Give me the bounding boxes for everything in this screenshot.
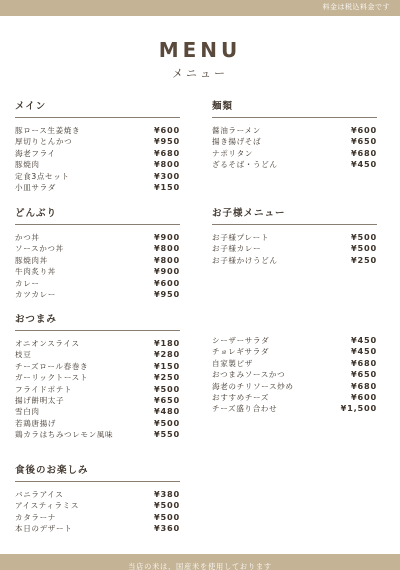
section-otsumami	[15, 311, 180, 441]
section-heading: お子様メニュー	[212, 205, 377, 225]
item-price: ¥680	[351, 147, 377, 158]
item-price: ¥680	[154, 147, 180, 158]
item-name: 豚焼肉丼	[15, 255, 48, 265]
item-price: ¥180	[154, 338, 180, 348]
item-name: 豚焼肉	[15, 160, 40, 170]
item-price: ¥650	[351, 369, 377, 380]
item-price: ¥150	[154, 182, 180, 193]
item-list	[15, 338, 180, 441]
item-name: チーズロール春巻き	[15, 361, 89, 371]
menu-item	[212, 125, 377, 136]
item-name: カタラーナ	[15, 512, 56, 522]
page-title: MENU	[158, 38, 242, 62]
item-price: ¥600	[154, 277, 180, 288]
item-name: 海老のチリソース炒め	[212, 381, 294, 391]
menu-item	[15, 338, 180, 349]
menu-item	[212, 369, 377, 380]
item-name: フライドポテト	[15, 384, 73, 394]
tax-note: 料金は税込料金です	[322, 3, 390, 11]
menu-item	[15, 255, 180, 266]
item-name: 小皿サラダ	[15, 183, 56, 193]
item-name: 揚げ餅明太子	[15, 396, 65, 406]
menu-item	[15, 500, 180, 511]
menu-item	[15, 512, 180, 523]
item-name: カレー	[15, 278, 40, 288]
section-heading: おつまみ	[15, 311, 180, 331]
section-donburi	[15, 205, 180, 300]
menu-item	[212, 381, 377, 392]
section-noodles	[212, 98, 377, 171]
item-name: カツカレー	[15, 290, 56, 300]
item-name: チーズ盛り合わせ	[212, 404, 278, 414]
menu-item	[15, 523, 180, 534]
item-price: ¥800	[154, 243, 180, 254]
item-name: ざるそば・うどん	[212, 160, 278, 170]
item-name: かつ丼	[15, 233, 40, 242]
item-price: ¥900	[154, 232, 180, 242]
menu-item	[15, 182, 180, 193]
item-price: ¥250	[154, 372, 180, 383]
item-price: ¥500	[154, 500, 180, 511]
item-list	[212, 125, 377, 171]
item-name: アイスティラミス	[15, 501, 80, 511]
item-price: ¥280	[154, 349, 180, 360]
item-name: 若鶏唐揚げ	[15, 418, 56, 428]
item-price: ¥950	[154, 136, 180, 147]
menu-item	[15, 429, 180, 440]
section-kids	[212, 205, 377, 266]
menu-item	[15, 266, 180, 277]
item-name: 海老フライ	[15, 148, 56, 158]
item-name: おすすめチーズ	[212, 393, 270, 403]
menu-item	[212, 335, 377, 346]
item-name: 雪白肉	[15, 407, 40, 417]
item-price: ¥500	[351, 232, 377, 242]
item-price: ¥600	[154, 125, 180, 135]
menu-item	[15, 278, 180, 289]
item-name: お子様かけうどん	[212, 255, 278, 265]
menu-item	[15, 289, 180, 300]
menu-item	[15, 136, 180, 147]
item-price: ¥600	[351, 125, 377, 135]
item-name: 本日のデザート	[15, 524, 73, 534]
item-name: 牛肉炙り丼	[15, 267, 56, 277]
item-price: ¥150	[154, 360, 180, 371]
menu-item	[15, 418, 180, 429]
item-list	[212, 232, 377, 266]
item-name: 醤油ラーメン	[212, 126, 261, 135]
item-price: ¥650	[154, 395, 180, 406]
item-name: 豚ロース生姜焼き	[15, 126, 81, 135]
item-price: ¥500	[154, 417, 180, 428]
item-name: お子様プレート	[212, 233, 270, 242]
section-heading: メイン	[15, 98, 180, 118]
item-price: ¥680	[351, 357, 377, 368]
page-subtitle: メニュー	[172, 67, 228, 80]
item-name: 枝豆	[15, 350, 32, 360]
item-name: ソースかつ丼	[15, 244, 64, 254]
item-price: ¥360	[154, 523, 180, 534]
menu-item	[212, 243, 377, 254]
item-list	[15, 125, 180, 193]
item-price: ¥450	[351, 159, 377, 170]
section-dessert	[15, 462, 180, 535]
section-otsumami-right	[212, 335, 377, 415]
item-price: ¥500	[351, 243, 377, 254]
item-name: 厚切りとんかつ	[15, 137, 73, 147]
item-list	[15, 232, 180, 300]
menu-item	[15, 384, 180, 395]
section-heading: どんぶり	[15, 205, 180, 225]
top-bar	[0, 0, 400, 16]
item-name: お子様カレー	[212, 244, 262, 254]
menu-item	[15, 361, 180, 372]
item-name: 揚き揚げそば	[212, 137, 262, 147]
menu-item	[212, 159, 377, 170]
menu-item	[212, 403, 377, 414]
menu-item	[15, 232, 180, 243]
item-name: チョレギサラダ	[212, 347, 270, 357]
item-price: ¥480	[154, 406, 180, 417]
section-heading: 食後のお楽しみ	[15, 462, 180, 482]
menu-item	[15, 125, 180, 136]
menu-item	[212, 255, 377, 266]
menu-item	[15, 395, 180, 406]
item-list	[212, 335, 377, 415]
menu-item	[15, 372, 180, 383]
item-price: ¥300	[154, 170, 180, 181]
menu-item	[212, 136, 377, 147]
item-price: ¥380	[154, 489, 180, 499]
item-price: ¥600	[351, 392, 377, 403]
bottom-bar	[0, 554, 400, 570]
menu-item	[15, 349, 180, 360]
menu-item	[15, 148, 180, 159]
item-price: ¥250	[351, 254, 377, 265]
item-name: 自家製ピザ	[212, 358, 253, 368]
item-name: ガーリックトースト	[15, 373, 89, 383]
rice-note: 当店の米は、国産米を使用しております	[128, 562, 272, 570]
item-price: ¥950	[154, 289, 180, 300]
item-price: ¥500	[154, 383, 180, 394]
menu-item	[212, 148, 377, 159]
item-price: ¥1,500	[340, 403, 377, 414]
item-price: ¥900	[154, 266, 180, 277]
item-price: ¥550	[154, 429, 180, 440]
menu-item	[15, 489, 180, 500]
item-price: ¥450	[351, 335, 377, 345]
item-price: ¥800	[154, 159, 180, 170]
section-main	[15, 98, 180, 193]
menu-item	[212, 346, 377, 357]
menu-item	[212, 392, 377, 403]
item-price: ¥500	[154, 511, 180, 522]
menu-item	[15, 406, 180, 417]
item-name: シーザーサラダ	[212, 336, 270, 345]
menu-item	[212, 358, 377, 369]
item-list	[15, 489, 180, 535]
menu-item	[15, 159, 180, 170]
item-price: ¥800	[154, 254, 180, 265]
item-name: 定食3点セット	[15, 171, 70, 181]
item-price: ¥450	[351, 346, 377, 357]
item-name: オニオンスライス	[15, 339, 80, 348]
item-name: バニラアイス	[15, 490, 64, 499]
menu-item	[212, 232, 377, 243]
item-price: ¥650	[351, 136, 377, 147]
item-name: ナポリタン	[212, 148, 253, 158]
item-price: ¥680	[351, 380, 377, 391]
menu-item	[15, 243, 180, 254]
item-name: 鶏カラはちみつレモン風味	[15, 430, 114, 440]
section-heading: 麺類	[212, 98, 377, 118]
item-name: おつまみソースかつ	[212, 370, 286, 380]
menu-item	[15, 171, 180, 182]
